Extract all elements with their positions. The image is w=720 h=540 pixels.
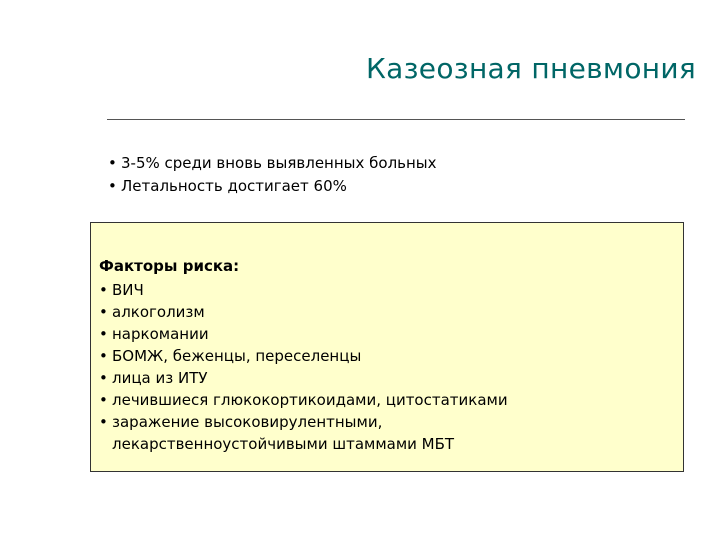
list-item (99, 345, 508, 367)
list-item (108, 152, 437, 175)
risk-factor-text: ВИЧ (112, 281, 144, 299)
bullet-icon: • (99, 303, 108, 321)
intro-list (108, 152, 437, 198)
list-item (99, 279, 508, 301)
list-item (99, 301, 508, 323)
risk-factor-text: наркомании (112, 325, 209, 343)
risk-factors-box (90, 222, 684, 472)
slide-title: Казеозная пневмония (365, 52, 696, 85)
list-item (108, 175, 437, 198)
bullet-icon: • (99, 347, 108, 365)
list-item (99, 367, 508, 389)
risk-factor-text: лечившиеся глюкокортикоидами, цитостатиками (112, 391, 508, 409)
intro-item-text: 3-5% среди вновь выявленных больных (121, 154, 437, 172)
list-item (99, 323, 508, 345)
risk-factor-text: БОМЖ, беженцы, переселенцы (112, 347, 362, 365)
risk-factors-heading: Факторы риска: (99, 257, 240, 275)
list-item (99, 411, 508, 455)
risk-factor-text: алкоголизм (112, 303, 205, 321)
bullet-icon: • (99, 369, 108, 387)
bullet-icon: • (99, 391, 108, 409)
bullet-icon: • (99, 281, 108, 299)
risk-factors-list (99, 279, 508, 455)
bullet-icon: • (99, 413, 108, 431)
bullet-icon: • (99, 325, 108, 343)
bullet-icon: • (108, 177, 117, 195)
bullet-icon: • (108, 154, 117, 172)
list-item (99, 389, 508, 411)
risk-factor-text: лица из ИТУ (112, 369, 208, 387)
intro-item-text: Летальность достигает 60% (121, 177, 347, 195)
risk-factor-text: заражение высоковирулентными, лекарственноустойчивыми штаммами МБТ (112, 413, 455, 453)
title-divider (107, 119, 685, 120)
